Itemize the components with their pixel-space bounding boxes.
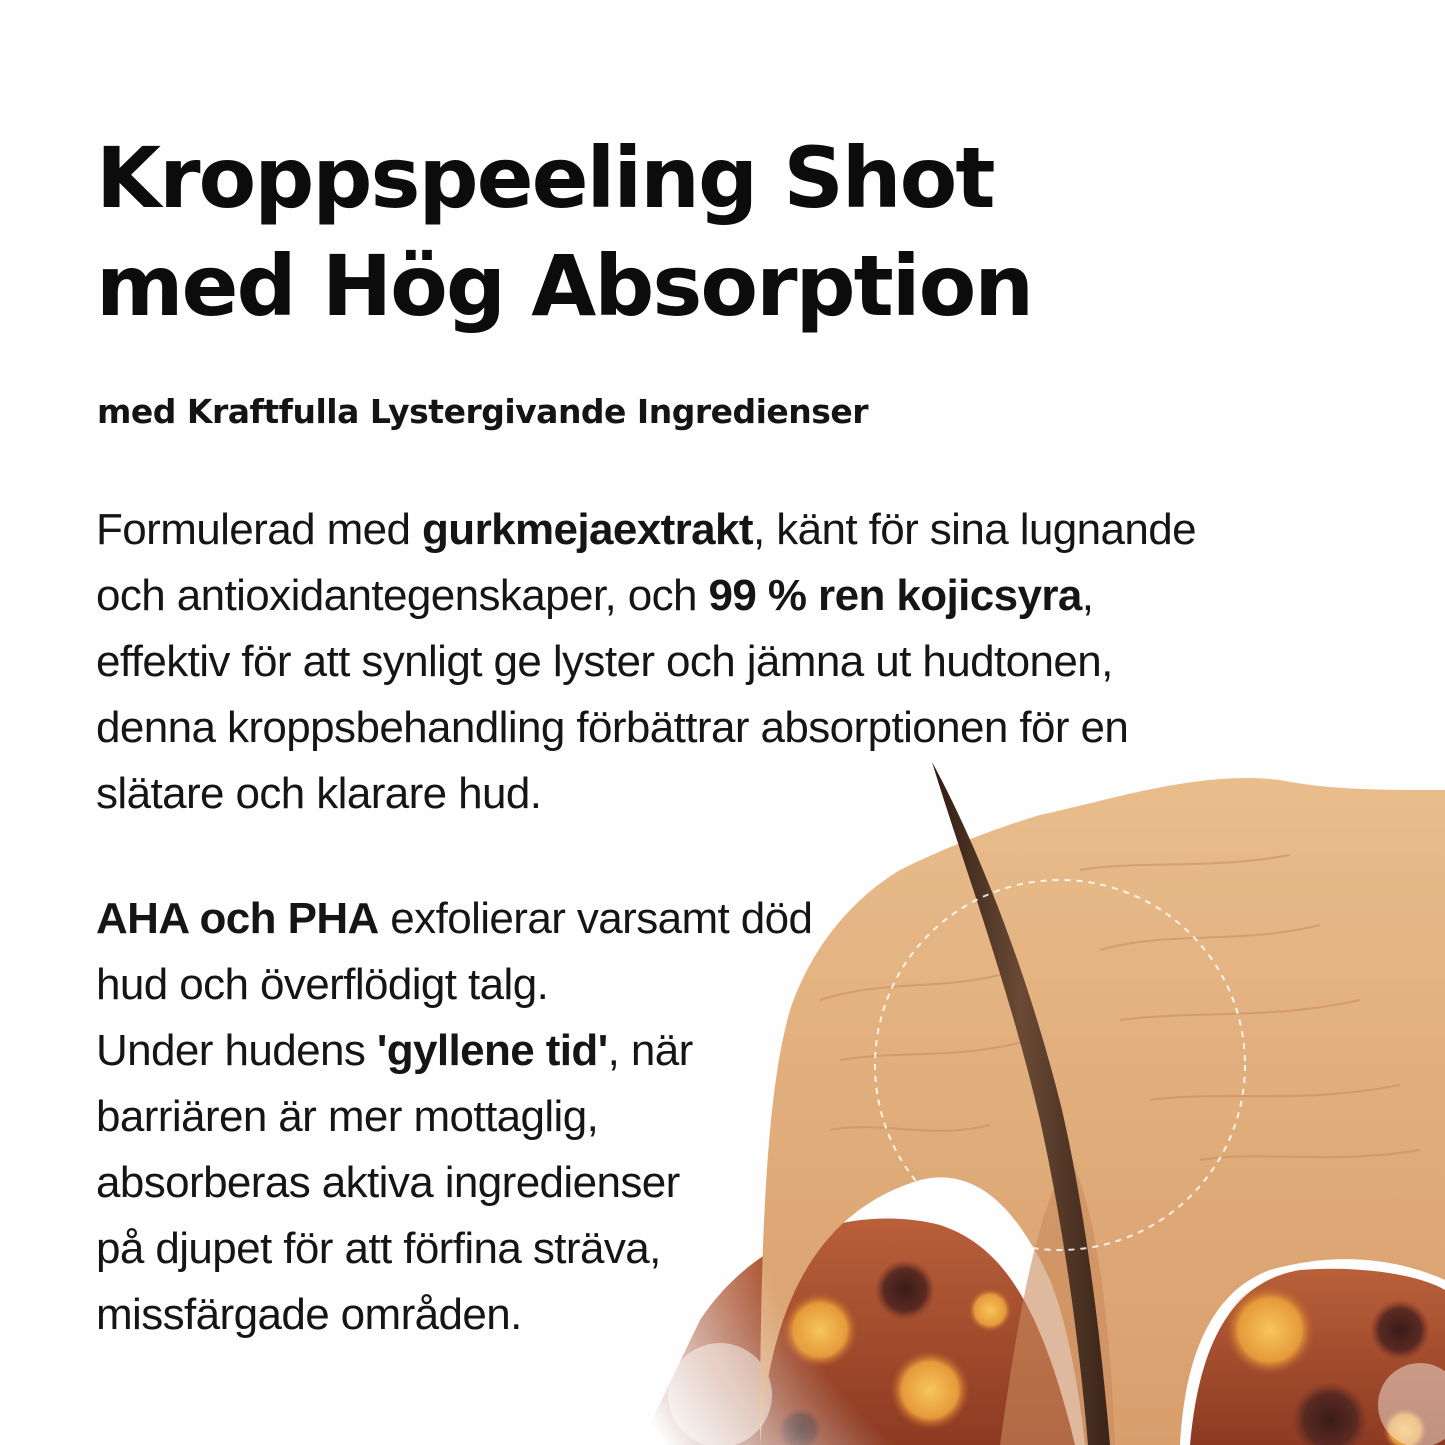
text-segment: , xyxy=(1081,571,1094,620)
title-line-2: med Hög Absorption xyxy=(96,237,1033,335)
text-segment: Formulerad med xyxy=(96,505,423,554)
para2-line-6: på djupet för att förfina sträva, xyxy=(96,1224,661,1273)
para2-line-3 xyxy=(96,1018,812,1084)
highlight-kojic-acid: 99 % ren kojicsyra xyxy=(708,571,1082,620)
text-segment: och antioxidantegenskaper, och xyxy=(96,571,709,620)
para1-line-4: denna kroppsbehandling förbättrar absorptionen för en xyxy=(96,703,1129,752)
para1-line-3: effektiv för att synligt ge lyster och jämna ut hudtonen, xyxy=(96,637,1113,686)
para2-line-1 xyxy=(96,886,812,952)
para2-line-5: absorberas aktiva ingredienser xyxy=(96,1158,680,1207)
page-title xyxy=(96,124,1032,340)
para1-line-5: slätare och klarare hud. xyxy=(96,769,542,818)
text-segment: exfolierar varsamt död xyxy=(378,894,813,943)
para2-line-4: barriären är mer mottaglig, xyxy=(96,1092,599,1141)
para1-line-1 xyxy=(96,497,1196,563)
highlight-turmeric: gurkmejaextrakt xyxy=(422,505,753,554)
highlight-aha-pha: AHA och PHA xyxy=(96,894,379,943)
description-paragraph-2 xyxy=(96,886,812,1348)
para2-line-7: missfärgade områden. xyxy=(96,1290,522,1339)
text-segment: , känt för sina lugnande xyxy=(752,505,1196,554)
title-line-1: Kroppspeeling Shot xyxy=(96,129,994,227)
page-subtitle: med Kraftfulla Lystergivande Ingredienser xyxy=(97,392,869,431)
para2-line-2: hud och överflödigt talg. xyxy=(96,960,549,1009)
para1-line-2 xyxy=(96,563,1196,629)
description-paragraph-1 xyxy=(96,497,1196,827)
text-segment: , när xyxy=(607,1026,693,1075)
highlight-golden-time: 'gyllene tid' xyxy=(376,1026,608,1075)
text-segment: Under hudens xyxy=(96,1026,377,1075)
